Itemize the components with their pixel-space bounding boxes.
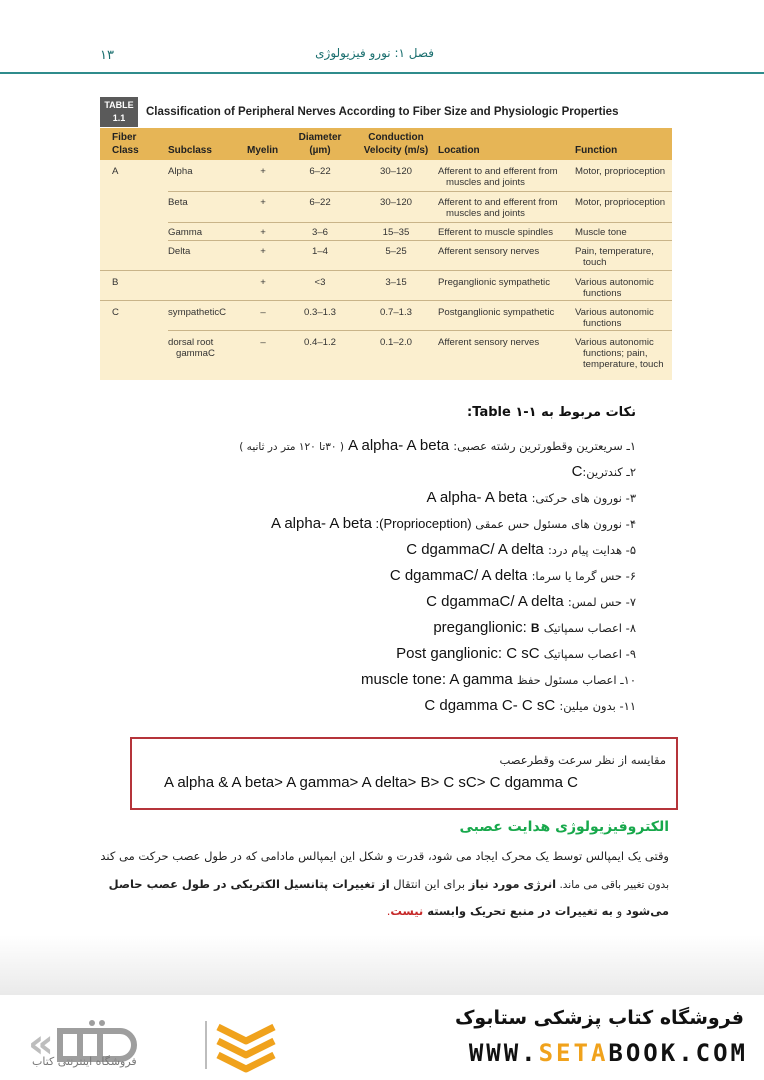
cell-velocity: 30–120 [379,197,412,208]
cell-subclass-line: dorsal root [168,337,214,348]
note-item [96,667,636,693]
cell-location [438,197,558,219]
th-fiber: Fiber [112,132,137,143]
note-value: A gamma [449,671,513,688]
cell-location: Postganglionic sympathetic [438,307,555,318]
note-text: ( ۳۰تا ۱۲۰ متر در ثانیه ) [239,441,344,453]
paragraph-line: وقتی یک ایمپالس توسط یک محرک ایجاد می شود، قدرت و شکل این ایمپالس مادامی که در طول عصب حرکت می کند [100,849,669,863]
cell-subclass: Gamma [168,227,203,238]
cell-function: Muscle tone [575,227,627,238]
paragraph-bold: انرژی مورد نیاز [468,877,557,891]
cell-velocity: 3–15 [385,277,407,288]
note-text: ۱۰ـ اعصاب مسئول حفظ [516,673,636,687]
table-badge-label: TABLE [104,100,134,110]
cell-function: Motor, proprioception [575,197,666,208]
th-location: Location [438,145,480,156]
cell-myelin: + [260,197,266,208]
note-value: muscle tone: [360,671,517,688]
cell-function-line: Various autonomic [575,307,654,318]
note-item [96,485,636,511]
note-value: A alpha- A beta [270,515,372,532]
note-value: Post ganglionic: [396,645,544,662]
svg-text:«: « [28,1021,54,1067]
cell-myelin: + [260,277,266,288]
cell-location-line: Afferent to and efferent from [438,166,558,177]
note-text: ۹- اعصاب سمپاتیک [543,647,636,661]
paragraph-text: و [612,904,626,918]
cell-velocity: 0.1–2.0 [379,337,412,348]
cell-velocity: 5–25 [385,246,407,257]
table-title: Classification of Peripheral Nerves According to Fiber Size and Physiologic Properties [146,106,619,118]
th-velocity-unit: Velocity (m/s) [363,145,429,156]
note-text: ۱۱- بدون میلین: [559,699,636,713]
note-value: B [530,621,540,635]
cell-function [575,307,654,329]
cell-location: Afferent sensory nerves [438,337,540,348]
cell-diameter: 6–22 [309,166,331,177]
note-text: ۳- نورون های حرکتی: [531,491,636,505]
cell-function-line: touch [583,257,607,268]
note-value: C dgammaC/ A delta [389,567,532,584]
row-divider [100,300,672,301]
comparison-title: مقایسه از نظر سرعت وقطرعصب [499,753,666,767]
paragraph-line [89,904,669,918]
note-item [96,459,636,485]
note-value: C dgamma C- C sC [424,697,560,714]
section-title: الکتروفیزیولوژی هدایت عصبی [459,819,669,835]
logo-subtitle: فروشگاه اینترنتی کتاب [32,1055,137,1068]
table-notes [96,405,636,719]
note-text: ۲ـ کندترین: [582,465,636,479]
cell-subclass: Beta [168,197,188,208]
cell-location-line: Afferent to and efferent from [438,197,558,208]
cell-location-line: muscles and joints [446,177,525,188]
cell-myelin: + [260,246,266,257]
cell-diameter: 0.4–1.2 [303,337,336,348]
cell-subclass: Alpha [168,166,193,177]
cell-function-line: Pain, temperature, [575,246,654,257]
cell-function-line: Various autonomic [575,337,654,348]
row-divider [168,240,672,241]
note-text: ۵- هدایت پیام درد: [547,543,636,557]
page-number: ۱۳ [100,48,114,63]
cell-subclass: Delta [168,246,191,257]
store-url[interactable] [469,1039,748,1067]
store-name: فروشگاه کتاب پزشکی ستابوک [454,1007,744,1029]
paragraph-line [89,877,669,891]
cell-diameter: 0.3–1.3 [303,307,336,318]
table-header-row [100,128,672,160]
note-value: C sC [506,645,540,662]
cell-function-line: temperature, touch [583,359,664,370]
note-item [96,563,636,589]
note-item [96,433,636,459]
book-chevron-icon [218,1027,274,1069]
cell-class: B [112,277,119,288]
page-header [0,0,764,74]
header-divider [0,72,764,74]
cell-diameter: 6–22 [309,197,331,208]
paragraph-text: . [386,904,391,918]
note-text: ۴- نورون های مسئول حس عمقی [475,517,636,531]
note-value: preganglionic: [433,619,544,636]
paragraph-bold: از تغییرات پتانسیل الکتریکی در طول عصب حاصل [108,877,390,891]
store-url-part: WWW. [468,1039,539,1067]
cell-function-line: functions [583,318,622,329]
note-item [96,511,636,537]
note-item [96,693,636,719]
paragraph-bold: به تغییرات در منبع تحریک وابسته [423,904,613,918]
note-item [96,641,636,667]
note-value: A alpha- A beta [426,489,532,506]
store-footer [0,995,764,1080]
cell-myelin: – [260,337,266,348]
paragraph-text: بدون تغییر باقی می ماند. [556,879,669,891]
cell-subclass: sympatheticC [168,307,227,318]
cell-myelin: – [260,307,266,318]
note-item [96,589,636,615]
note-text: ۷- حس لمس: [567,595,636,609]
cell-myelin: + [260,166,266,177]
cell-velocity: 30–120 [379,166,412,177]
cell-diameter: 3–6 [311,227,328,238]
paragraph-bold: می‌شود [625,904,669,918]
row-divider [168,191,672,192]
th-function: Function [575,145,618,156]
cell-location: Preganglionic sympathetic [438,277,550,288]
row-divider [168,330,672,331]
store-url-part: BOOK.COM [608,1039,748,1067]
cell-function [575,337,664,370]
cell-location [438,166,558,188]
th-subclass: Subclass [168,145,212,156]
th-fiber-class [112,131,139,157]
row-divider [100,270,672,271]
cell-myelin: + [260,227,266,238]
cell-function-line: Various autonomic [575,277,654,288]
cell-function-line: functions; pain, [583,348,648,359]
table-badge [100,97,138,127]
note-item [96,537,636,563]
chapter-title: فصل ۱: نورو فیزیولوژی [315,46,434,60]
table-badge-number: 1.1 [112,113,126,123]
cell-velocity: 15–35 [382,227,410,238]
paragraph-text: برای این انتقال [389,877,469,891]
cell-velocity: 0.7–1.3 [379,307,412,318]
cell-location-line: muscles and joints [446,208,525,219]
note-item [96,615,636,641]
nerve-classification-table [100,128,672,380]
cell-function: Motor, proprioception [575,166,666,177]
note-text: ۸- اعصاب سمپاتیک [543,621,636,635]
store-url-part: SETA [538,1039,609,1067]
cell-class: C [112,307,119,318]
cell-subclass [168,337,215,359]
note-text: ۶- حس گرما یا سرما: [531,569,636,583]
th-diameter [292,131,348,157]
cell-subclass-line: gammaC [176,348,215,359]
th-class: Class [112,145,139,156]
comparison-order: A alpha & A beta> A gamma> A delta> B> C sC> C dgamma C [164,774,579,791]
note-value: A alpha- A beta [343,437,454,454]
cell-diameter: <3 [314,277,326,288]
th-velocity-label: Conduction [368,132,424,143]
note-text: ۱ـ سریعترین وقطورترین رشته عصبی: [453,439,636,453]
bottom-fade [0,935,764,995]
cell-location: Efferent to muscle spindles [438,227,554,238]
cell-class: A [112,166,119,177]
notes-heading: نکات مربوط به Table ۱-۱: [467,405,636,420]
cell-diameter: 1–4 [311,246,328,257]
th-myelin: Myelin [247,145,279,156]
note-value: C [571,463,583,480]
note-value: (Proprioception): [371,516,476,531]
th-diameter-unit: (µm) [309,145,331,156]
note-value: C dgammaC/ A delta [406,541,548,558]
cell-function-line: functions [583,288,622,299]
cell-function [575,277,654,299]
cell-location: Afferent sensory nerves [438,246,540,257]
cell-function [575,246,654,268]
th-velocity [358,131,434,157]
paragraph-emphasis: نیست [390,904,424,918]
row-divider [168,222,672,223]
th-diameter-label: Diameter [298,132,342,143]
comparison-box [130,737,678,810]
note-value: C dgammaC/ A delta [426,593,568,610]
